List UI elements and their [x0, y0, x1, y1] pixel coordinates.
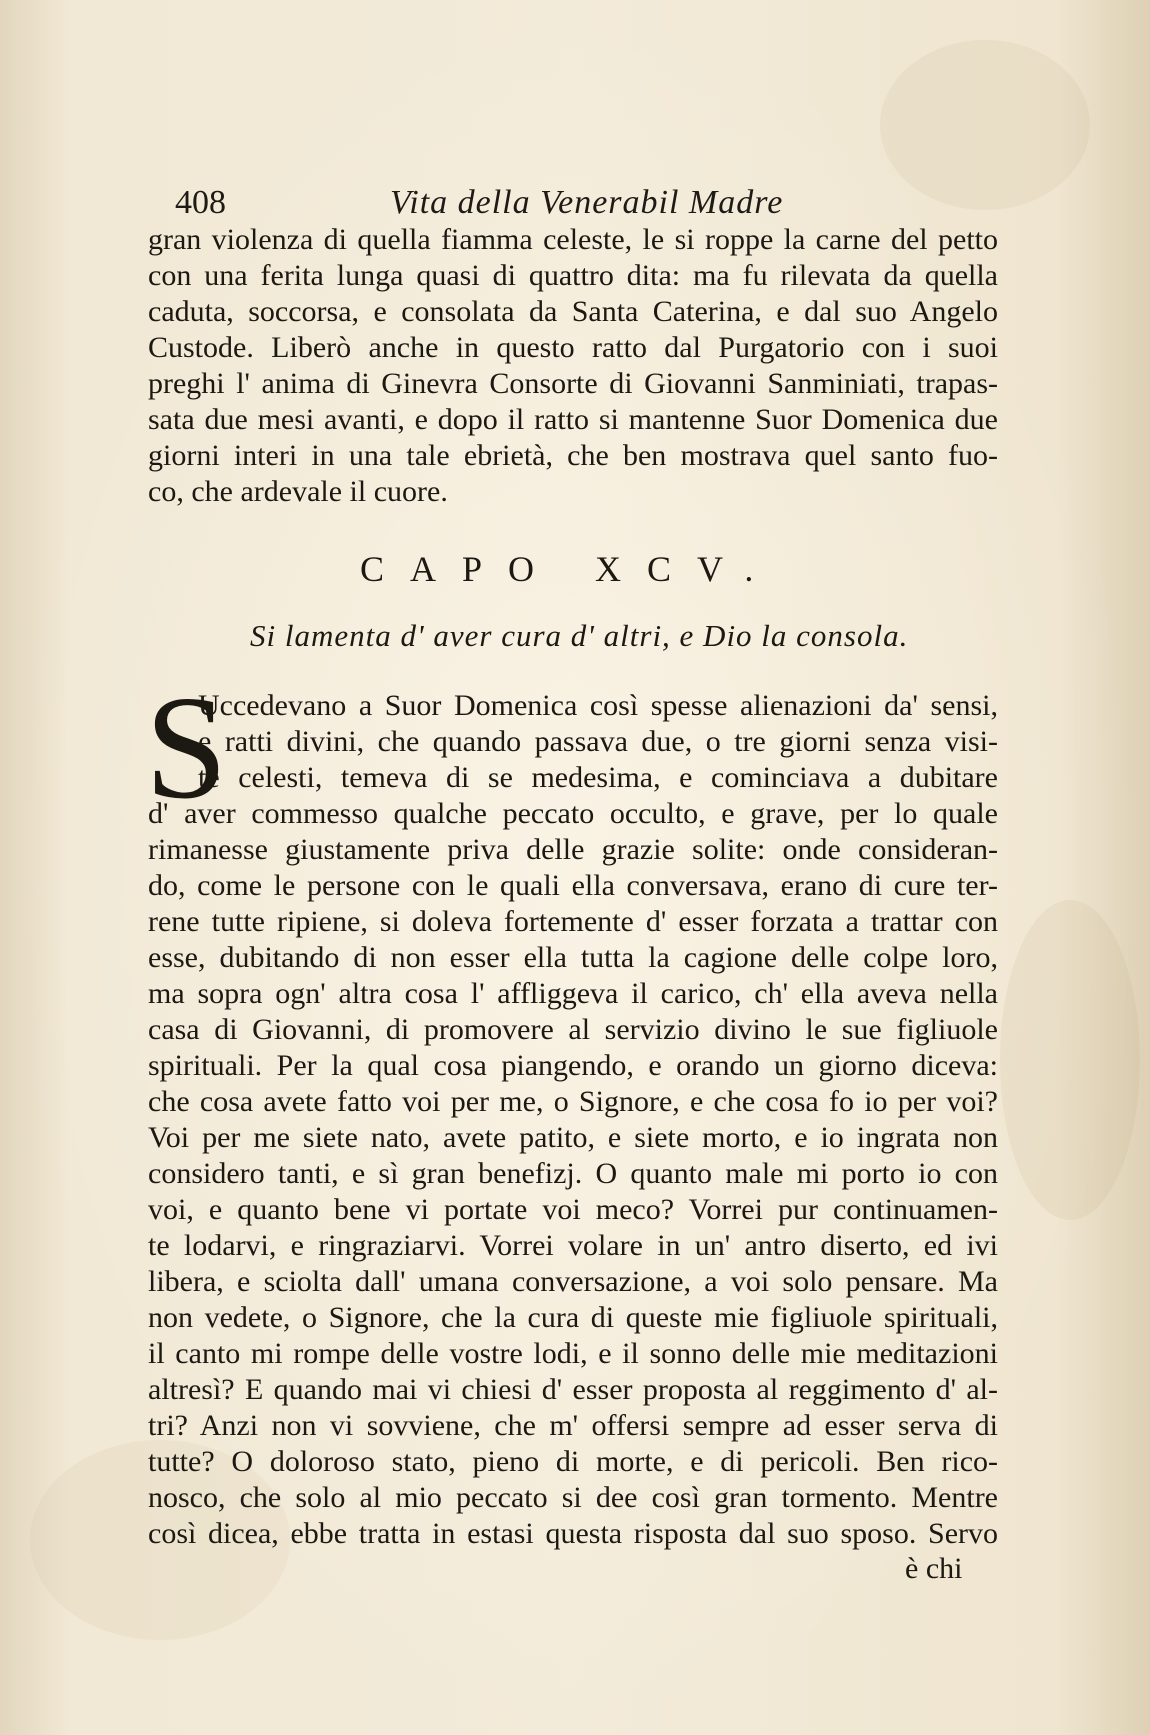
text-line: voi, e quanto bene vi portate voi meco? Vorrei pur continuamen- — [148, 1193, 998, 1226]
text-line: casa di Giovanni, di promovere al servizio divino le sue figliuole — [148, 1013, 998, 1046]
text-line: Custode. Liberò anche in questo ratto dal Purgatorio con i suoi — [148, 331, 998, 364]
text-line: d' aver commesso qualche peccato occulto, e grave, per lo quale — [148, 797, 998, 830]
text-line: il canto mi rompe delle vostre lodi, e il sonno delle mie meditazioni — [148, 1337, 998, 1370]
text-line: non vedete, o Signore, che la cura di queste mie figliuole spirituali, — [148, 1301, 998, 1334]
text-line: te celesti, temeva di se medesima, e cominciava a dubitare — [198, 761, 998, 794]
text-line: rimanesse giustamente priva delle grazie solite: onde consideran- — [148, 833, 998, 866]
text-line: spirituali. Per la qual cosa piangendo, e orando un giorno diceva: — [148, 1049, 998, 1082]
text-line: tri? Anzi non vi sovviene, che m' offersi sempre ad esser serva di — [148, 1409, 998, 1442]
paper-stain — [1000, 900, 1140, 1220]
text-line: giorni interi in una tale ebrietà, che ben mostrava quel santo fuo- — [148, 439, 998, 472]
text-line: te lodarvi, e ringraziarvi. Vorrei volare in un' antro diserto, ed ivi — [148, 1229, 998, 1262]
catchword: è chi — [905, 1552, 963, 1585]
text-line: caduta, soccorsa, e consolata da Santa Caterina, e dal suo Angelo — [148, 295, 998, 328]
text-line: sata due mesi avanti, e dopo il ratto si mantenne Suor Domenica due — [148, 403, 998, 436]
text-line: libera, e sciolta dall' umana conversazione, a voi solo pensare. Ma — [148, 1265, 998, 1298]
text-line: co, che ardevale il cuore. — [148, 475, 448, 508]
text-line: gran violenza di quella fiamma celeste, le si roppe la carne del petto — [148, 223, 998, 256]
text-line: do, come le persone con le quali ella conversava, erano di cure ter- — [148, 869, 998, 902]
text-line: considero tanti, e sì gran benefizj. O quanto male mi porto io con — [148, 1157, 998, 1190]
text-line: Voi per me siete nato, avete patito, e siete morto, e io ingrata non — [148, 1121, 998, 1154]
text-line: e ratti divini, che quando passava due, o tre giorni senza visi- — [198, 725, 998, 758]
text-line: preghi l' anima di Ginevra Consorte di Giovanni Sanminiati, trapas- — [148, 367, 998, 400]
text-line: tutte? O doloroso stato, pieno di morte, e di pericoli. Ben rico- — [148, 1445, 998, 1478]
main-paragraph — [148, 688, 998, 1552]
text-line: nosco, che solo al mio peccato si dee così gran tormento. Mentre — [148, 1481, 998, 1514]
text-line: Uccedevano a Suor Domenica così spesse alienazioni da' sensi, — [198, 689, 998, 722]
text-line: così dicea, ebbe tratta in estasi questa risposta dal suo sposo. Servo — [148, 1517, 998, 1550]
text-line: che cosa avete fatto voi per me, o Signore, e che cosa fo io per voi? — [148, 1085, 998, 1118]
chapter-subtitle: Si lamenta d' aver cura d' altri, e Dio la consola. — [250, 618, 909, 653]
text-line: rene tutte ripiene, si doleva fortemente d' esser forzata a trattar con — [148, 905, 998, 938]
text-line: esse, dubitando di non esser ella tutta la cagione delle colpe loro, — [148, 941, 998, 974]
text-line: altresì? E quando mai vi chiesi d' esser proposta al reggimento d' al- — [148, 1373, 998, 1406]
page-number: 408 — [175, 184, 226, 221]
paper-stain — [880, 40, 1090, 210]
continuation-paragraph — [148, 222, 998, 510]
running-title: Vita della Venerabil Madre — [390, 184, 784, 221]
chapter-heading: CAPO XCV. — [360, 549, 780, 589]
drop-initial: S — [145, 666, 228, 830]
text-line: con una ferita lunga quasi di quattro dita: ma fu rilevata da quella — [148, 259, 998, 292]
text-line: ma sopra ogn' altra cosa l' affliggeva il carico, ch' ella aveva nella — [148, 977, 998, 1010]
